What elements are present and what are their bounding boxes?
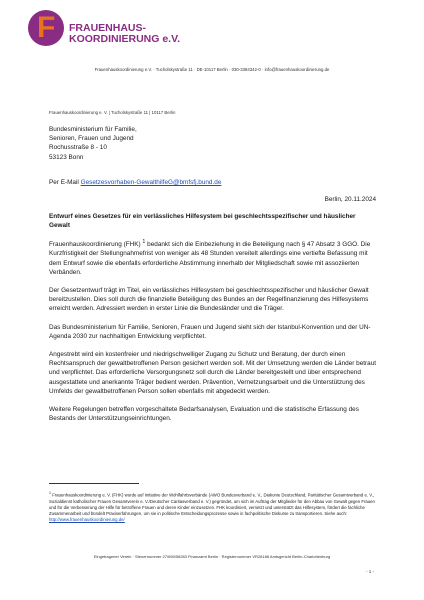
email-line (49, 178, 221, 187)
footnote (49, 490, 377, 523)
letter-body (49, 238, 377, 432)
footnote-text: Frauenhauskoordinierung e. V. (FHK) wurde auf Initiative der Wohlfahrtsverbände (AWO Bundesverband e. V., Diakonie Deutschland, Paritätischer Gesamtverband e. V., Sozialdienst katholischer Frauen Gesamtverein e. V./Deutscher Caritasverband e. V.) gegründet, um sich im Auftrag der Mitglieder für den Abbau von Gewalt gegen Frauen und für die Verbesserung der Hilfe für betroffene Frauen und deren Kinder einzusetzen. FHK koordiniert, vernetzt und unterstützt das Hilfesystem, fördert die fachliche Zusammenarbeit und bündelt Praxiserfahrungen, um sie in politische Entscheidungsprozesse sowie in fachpolitische Diskurse zu transportieren. Siehe auch: (49, 492, 375, 517)
paragraph-4: Angestrebt wird ein kostenfreier und niedrigschwelliger Zugang zu Schutz und Beratung, der durch einen Rechtsanspruch der gewaltbetroffenen Person gesichert werden soll. Mit der Umsetzung werden die Länder betraut und verpflichtet. Das erforderliche Versorgungsnetz soll durch die Länder bereitgestellt und über entsprechend ausgestattete und anerkannte Träger bedient werden. Prävention, Vernetzungsarbeit und die Unterstützung des Umfelds der gewaltbetroffenen Person sollen ebenfalls mit abgedeckt werden. (49, 350, 377, 395)
recipient-line-4: 53123 Bonn (49, 153, 84, 161)
logo-wordmark (69, 23, 180, 45)
recipient-line-3: Rochusstraße 8 - 10 (49, 144, 107, 152)
footnote-reference[interactable]: 1 (142, 239, 146, 245)
email-link[interactable]: Gesetzesvorhaben-GewalthilfeG@bmfsfj.bund.de (80, 179, 222, 186)
paragraph-5: Weitere Regelungen betreffen vorgeschaltete Bedarfsanalysen, Evaluation und die statistische Erfassung des Bestands der Unterstützungseinrichtungen. (49, 405, 359, 423)
paragraph-1 (49, 238, 377, 277)
sender-contact-line: Frauenhauskoordinierung e.V. · Tucholskystraße 11 · DE-10117 Berlin · 030-3384342-0 · info@frauenhauskoordinierung.de (94, 67, 330, 72)
paragraph-1-start: Frauenhauskoordinierung (FHK) (49, 241, 143, 249)
letter-date: Berlin, 20.11.2024 (324, 196, 376, 203)
recipient-address (49, 125, 137, 162)
letter-subject: Entwurf eines Gesetzes für ein verlässliches Hilfesystem bei geschlechtsspezifischer und häuslicher Gewalt (49, 213, 356, 230)
return-address-line: Frauenhauskoordinierung e. V. | Tucholskystraße 11 | 10117 Berlin (49, 110, 176, 115)
footnote-link[interactable]: http://www.frauenhauskoordinierung.de/ (49, 517, 125, 523)
logo-line-2: KOORDINIERUNG e.V. (69, 33, 181, 45)
logo-letter: F (37, 11, 56, 44)
email-prefix: Per E-Mail (49, 179, 81, 186)
page-number: - 1 - (365, 569, 374, 574)
registration-footer: Eingetragener Verein · Steuernummer 27/659/58283 Finanzamt Berlin · Registernummer VR26188 Amtsgericht Berlin-Charlottenburg (93, 554, 331, 559)
recipient-line-2: Senioren, Frauen und Jugend (49, 135, 134, 143)
recipient-line-1: Bundesministerium für Familie, (49, 126, 137, 133)
paragraph-3: Das Bundesministerium für Familie, Senioren, Frauen und Jugend sieht sich der Istanbul-Konvention und der UN-Agenda 2030 zur nachhaltigen Entwicklung verpflichtet. (49, 323, 371, 340)
footnote-divider (49, 483, 139, 484)
paragraph-2: Der Gesetzentwurf trägt im Titel, ein verlässliches Hilfesystem bei geschlechtsspezifischer und häuslicher Gewalt bereitzustellen. Dies soll durch die finanzielle Beteiligung des Bundes an der Regelfinanzierung des Hilfesystems erreicht werden. Adressiert werden in erster Linie die Bundesländer und die Träger. (49, 286, 369, 313)
logo-line-1: FRAUENHAUS- (69, 22, 146, 34)
footnote-number: 1 (49, 491, 51, 495)
paragraph-1-rest: bedankt sich die Einbeziehung in die Beteiligung nach § 47 Absatz 3 GGO. Die Kurzfristigkeit der Stellungnahmefrist von weniger als 48 Stunden vereitelt allerdings eine vertiefte Befassung mit dem Entwurf sowie die ebenfalls erforderliche Abstimmung innerhalb der Mitgliedschaft sowie mit assoziierten Verbänden. (49, 241, 371, 276)
